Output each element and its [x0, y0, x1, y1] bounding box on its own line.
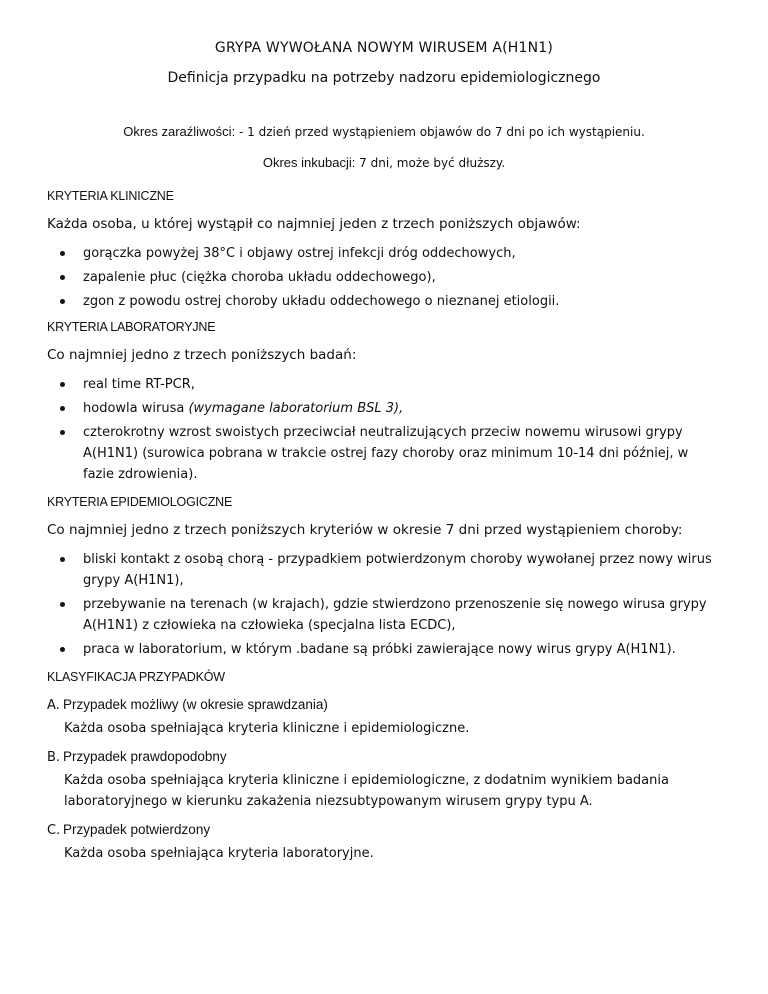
contagious-period — [0, 124, 768, 139]
bullet-icon — [60, 602, 65, 607]
laboratory-criteria-heading: KRYTERIA LABORATORYJNE — [47, 320, 216, 334]
clinical-criteria-heading: KRYTERIA KLINICZNE — [47, 189, 174, 203]
case-name: Przypadek potwierdzony — [63, 822, 211, 837]
laboratory-criteria-intro: Co najmniej jedno z trzech poniższych badań: — [47, 347, 357, 363]
bullet-icon — [60, 299, 65, 304]
list-item: hodowla wirusa (wymagane laboratorium BSL 3), — [0, 398, 768, 419]
list-item: zapalenie płuc (ciężka choroba układu oddechowego), — [0, 267, 768, 288]
incubation-period-value: 7 dni, może być dłuższy. — [355, 156, 506, 170]
case-name: Przypadek możliwy (w okresie sprawdzania) — [63, 697, 328, 712]
laboratory-criteria-list — [0, 374, 768, 488]
contagious-period-label: Okres zaraźliwości: — [123, 124, 236, 139]
bullet-icon — [60, 275, 65, 280]
list-item: przebywanie na terenach (w krajach), gdzie stwierdzono przenoszenie się nowego wirusa grypy A(H1N1) z człowieka na człowieka (specjalna lista ECDC), — [0, 594, 768, 636]
document-title: GRYPA WYWOŁANA NOWYM WIRUSEM A(H1N1) — [214, 40, 554, 56]
bullet-icon — [60, 251, 65, 256]
list-item: bliski kontakt z osobą chorą - przypadkiem potwierdzonym choroby wywołanej przez nowy wirus grypy A(H1N1), — [0, 549, 768, 591]
case-letter: A. — [47, 698, 60, 713]
epidemiological-criteria-list — [0, 549, 768, 663]
epidemiological-criteria-intro: Co najmniej jedno z trzech poniższych kryteriów w okresie 7 dni przed wystąpieniem choroby: — [47, 522, 683, 538]
list-item: praca w laboratorium, w którym .badane są próbki zawierające nowy wirus grypy A(H1N1). — [0, 639, 768, 660]
case-probable — [47, 749, 227, 765]
case-description: Każda osoba spełniająca kryteria laboratoryjne. — [64, 846, 374, 861]
bullet-icon — [60, 430, 65, 435]
case-description: Każda osoba spełniająca kryteria kliniczne i epidemiologiczne. — [64, 721, 470, 736]
incubation-period-label: Okres inkubacji: — [262, 155, 356, 170]
case-letter: C. — [47, 823, 61, 838]
case-name: Przypadek prawdopodobny — [63, 749, 227, 764]
epidemiological-criteria-heading: KRYTERIA EPIDEMIOLOGICZNE — [47, 495, 233, 509]
contagious-period-value: - 1 dzień przed wystąpieniem objawów do 7 dni po ich wystąpieniu. — [235, 125, 645, 139]
document-subtitle: Definicja przypadku na potrzeby nadzoru epidemiologicznego — [167, 70, 601, 86]
classification-heading: KLASYFIKACJA PRZYPADKÓW — [47, 670, 225, 684]
incubation-period — [0, 155, 768, 170]
bullet-icon — [60, 382, 65, 387]
list-item: real time RT-PCR, — [0, 374, 768, 395]
list-item: czterokrotny wzrost swoistych przeciwciał neutralizujących przeciw nowemu wirusowi grypy A(H1N1) (surowica pobrana w trakcie ostrej fazy choroby oraz minimum 10-14 dni później, w fazie zdrowienia). — [0, 422, 768, 485]
bullet-icon — [60, 406, 65, 411]
bullet-icon — [60, 647, 65, 652]
clinical-criteria-list — [0, 243, 768, 315]
case-confirmed — [47, 822, 210, 838]
bullet-icon — [60, 557, 65, 562]
clinical-criteria-intro: Każda osoba, u której wystąpił co najmniej jeden z trzech poniższych objawów: — [47, 216, 581, 232]
case-description: Każda osoba spełniająca kryteria kliniczne i epidemiologiczne, z dodatnim wynikiem badania laboratoryjnego w kierunku zakażenia niezsubtypowanym wirusem grypy typu A. — [64, 773, 669, 809]
case-possible — [47, 697, 328, 713]
case-letter: B. — [47, 750, 61, 765]
list-item: gorączka powyżej 38°C i objawy ostrej infekcji dróg oddechowych, — [0, 243, 768, 264]
list-item: zgon z powodu ostrej choroby układu oddechowego o nieznanej etiologii. — [0, 291, 768, 312]
